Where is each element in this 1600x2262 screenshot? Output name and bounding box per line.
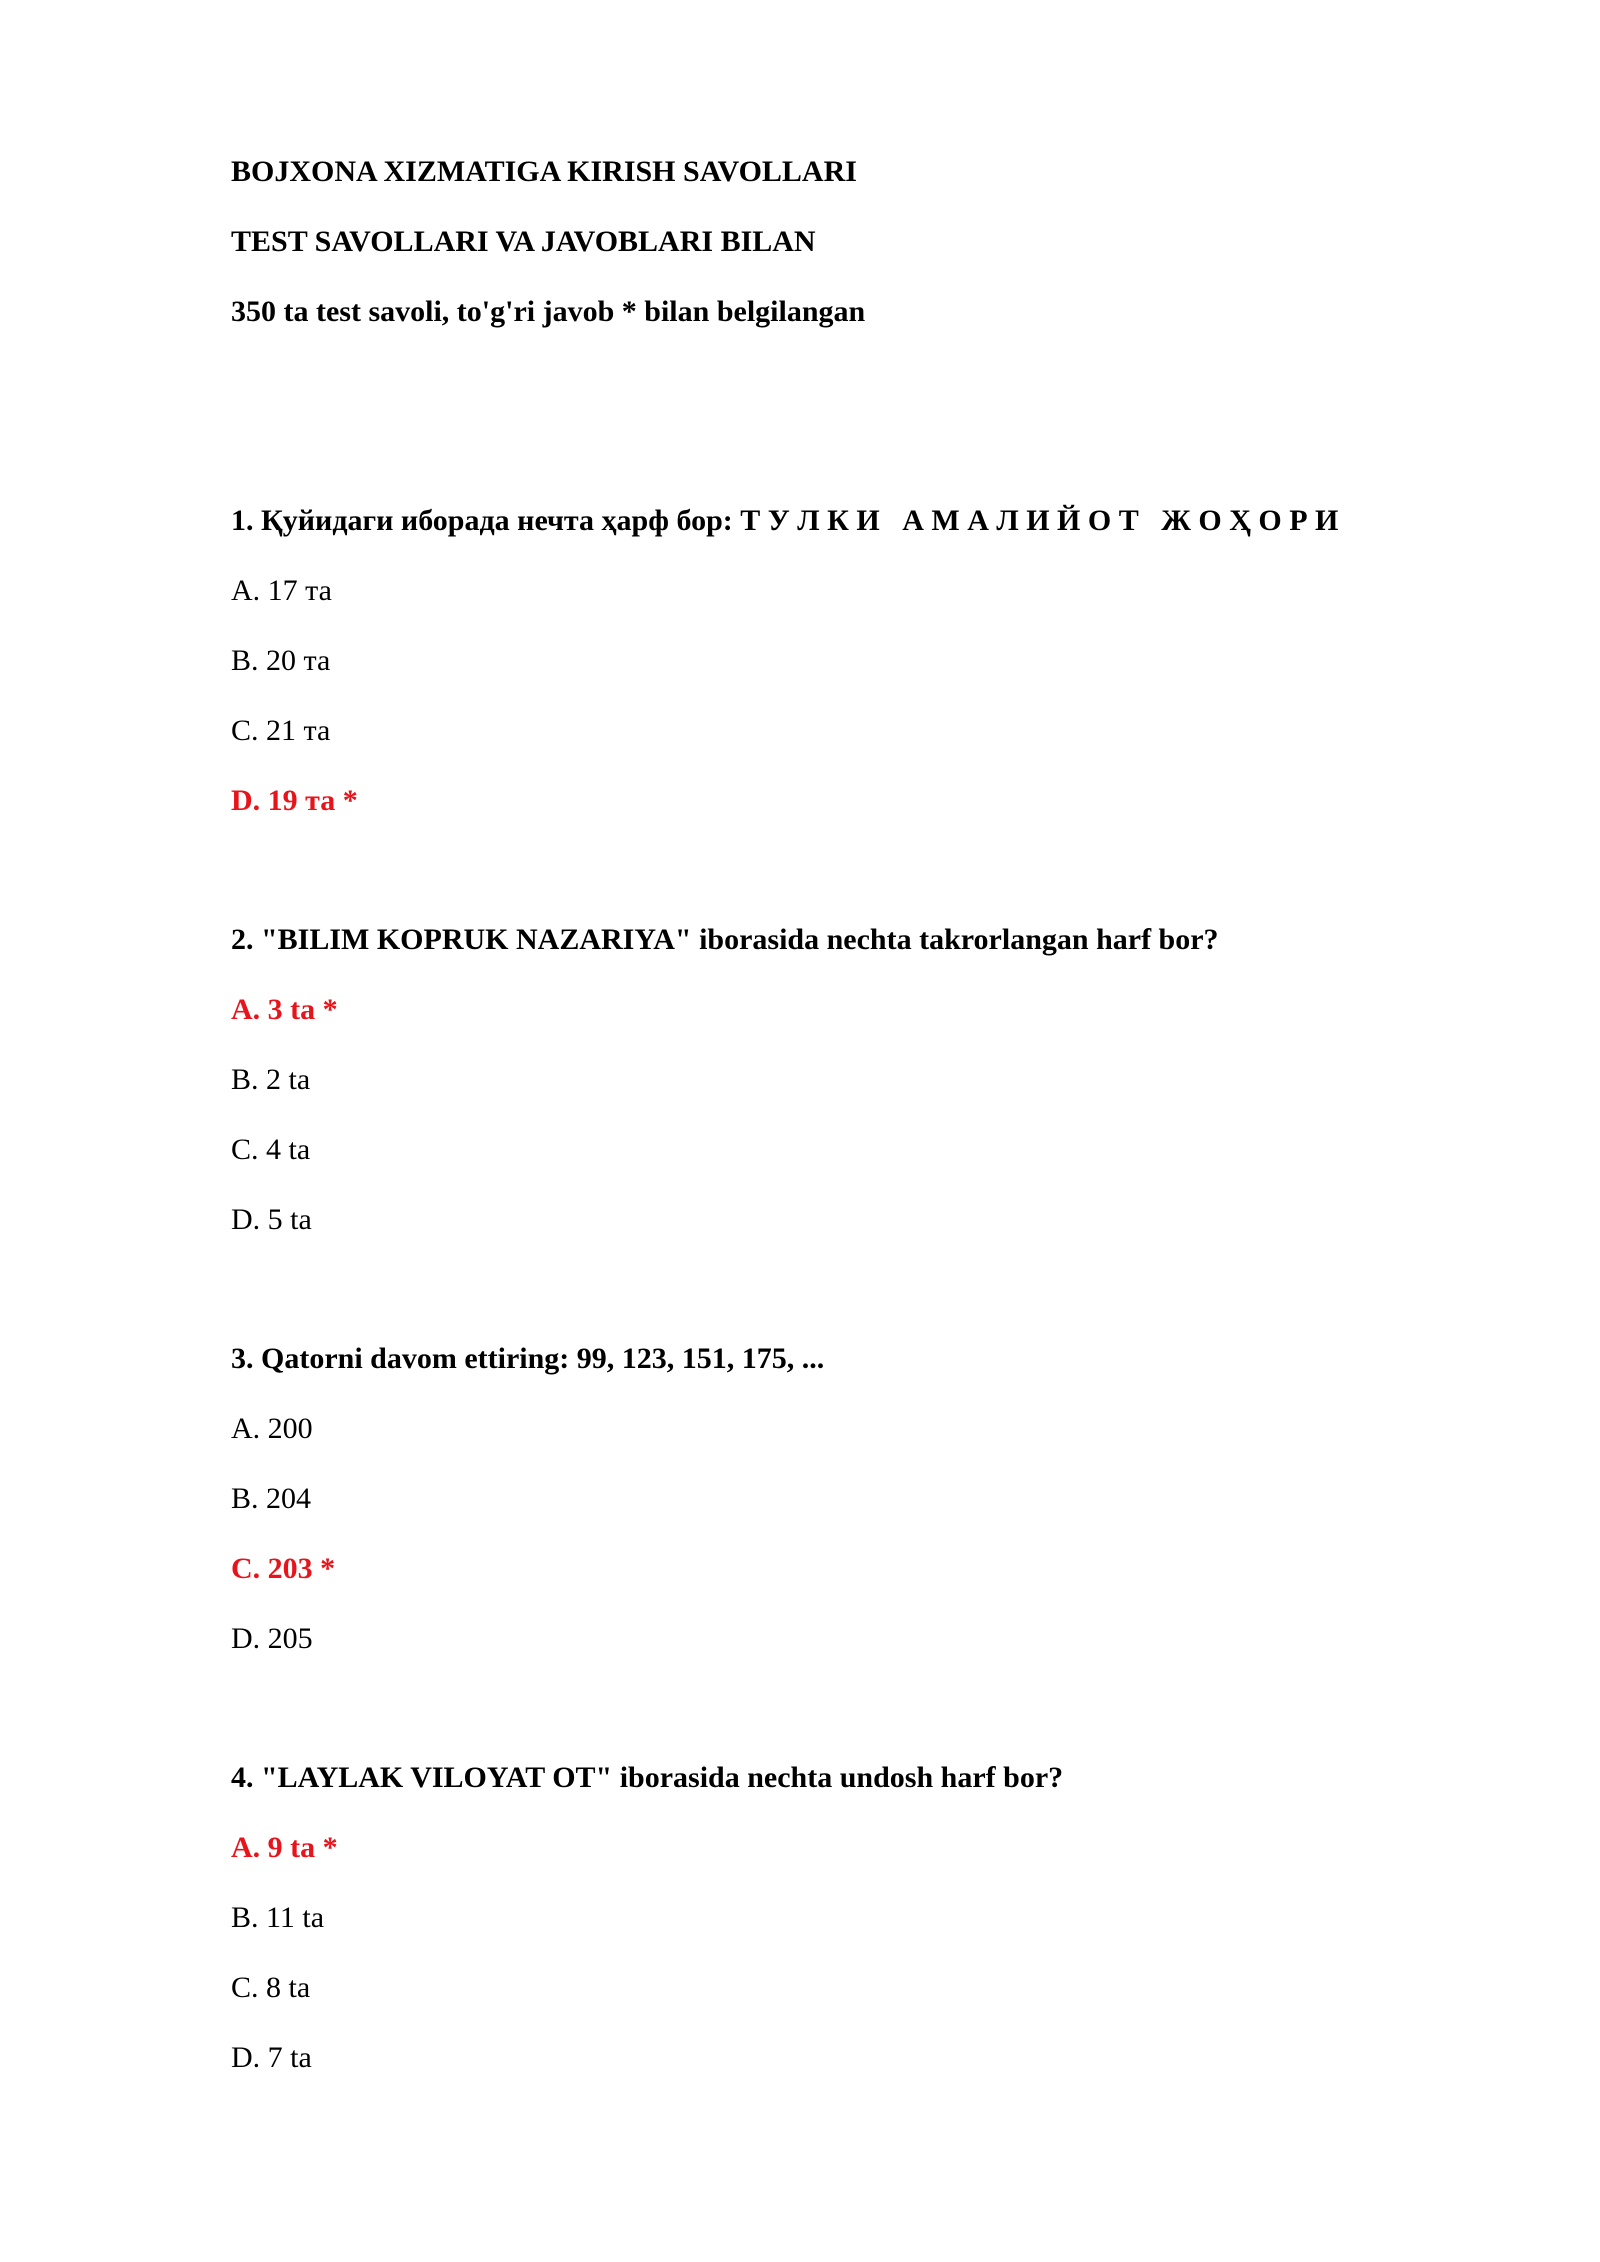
document-title: BOJXONA XIZMATIGA KIRISH SAVOLLARI	[231, 155, 857, 188]
q4-option-d: D. 7 ta	[231, 2041, 312, 2074]
q3-option-a: A. 200	[231, 1412, 313, 1445]
question-3: 3. Qatorni davom ettiring: 99, 123, 151, 175, ...	[231, 1342, 825, 1375]
q2-option-a-correct: A. 3 ta *	[231, 993, 338, 1026]
document-note: 350 ta test savoli, to'g'ri javob * bilan belgilangan	[231, 295, 866, 328]
q2-option-c: C. 4 ta	[231, 1133, 311, 1166]
question-4: 4. "LAYLAK VILOYAT OT" iborasida nechta undosh harf bor?	[231, 1761, 1064, 1794]
document-subtitle: TEST SAVOLLARI VA JAVOBLARI BILAN	[231, 225, 816, 258]
q4-option-a-correct: A. 9 ta *	[231, 1831, 338, 1864]
q3-option-c-correct: C. 203 *	[231, 1552, 336, 1585]
q3-option-d: D. 205	[231, 1622, 313, 1655]
q4-option-c: C. 8 ta	[231, 1971, 311, 2004]
question-1: 1. Қуйидаги иборада нечта ҳарф бор: Т У Л К И А М А Л И Й О Т Ж О Ҳ О Р И	[231, 504, 1339, 537]
q2-option-d: D. 5 ta	[231, 1203, 312, 1236]
q2-option-b: B. 2 ta	[231, 1063, 311, 1096]
q1-option-d-correct: D. 19 та *	[231, 784, 358, 817]
q1-option-b: B. 20 та	[231, 644, 331, 677]
q1-option-a: A. 17 та	[231, 574, 332, 607]
q4-option-b: B. 11 ta	[231, 1901, 325, 1934]
q1-option-c: C. 21 та	[231, 714, 331, 747]
q3-option-b: B. 204	[231, 1482, 312, 1515]
question-2: 2. "BILIM KOPRUK NAZARIYA" iborasida nechta takrorlangan harf bor?	[231, 923, 1219, 956]
